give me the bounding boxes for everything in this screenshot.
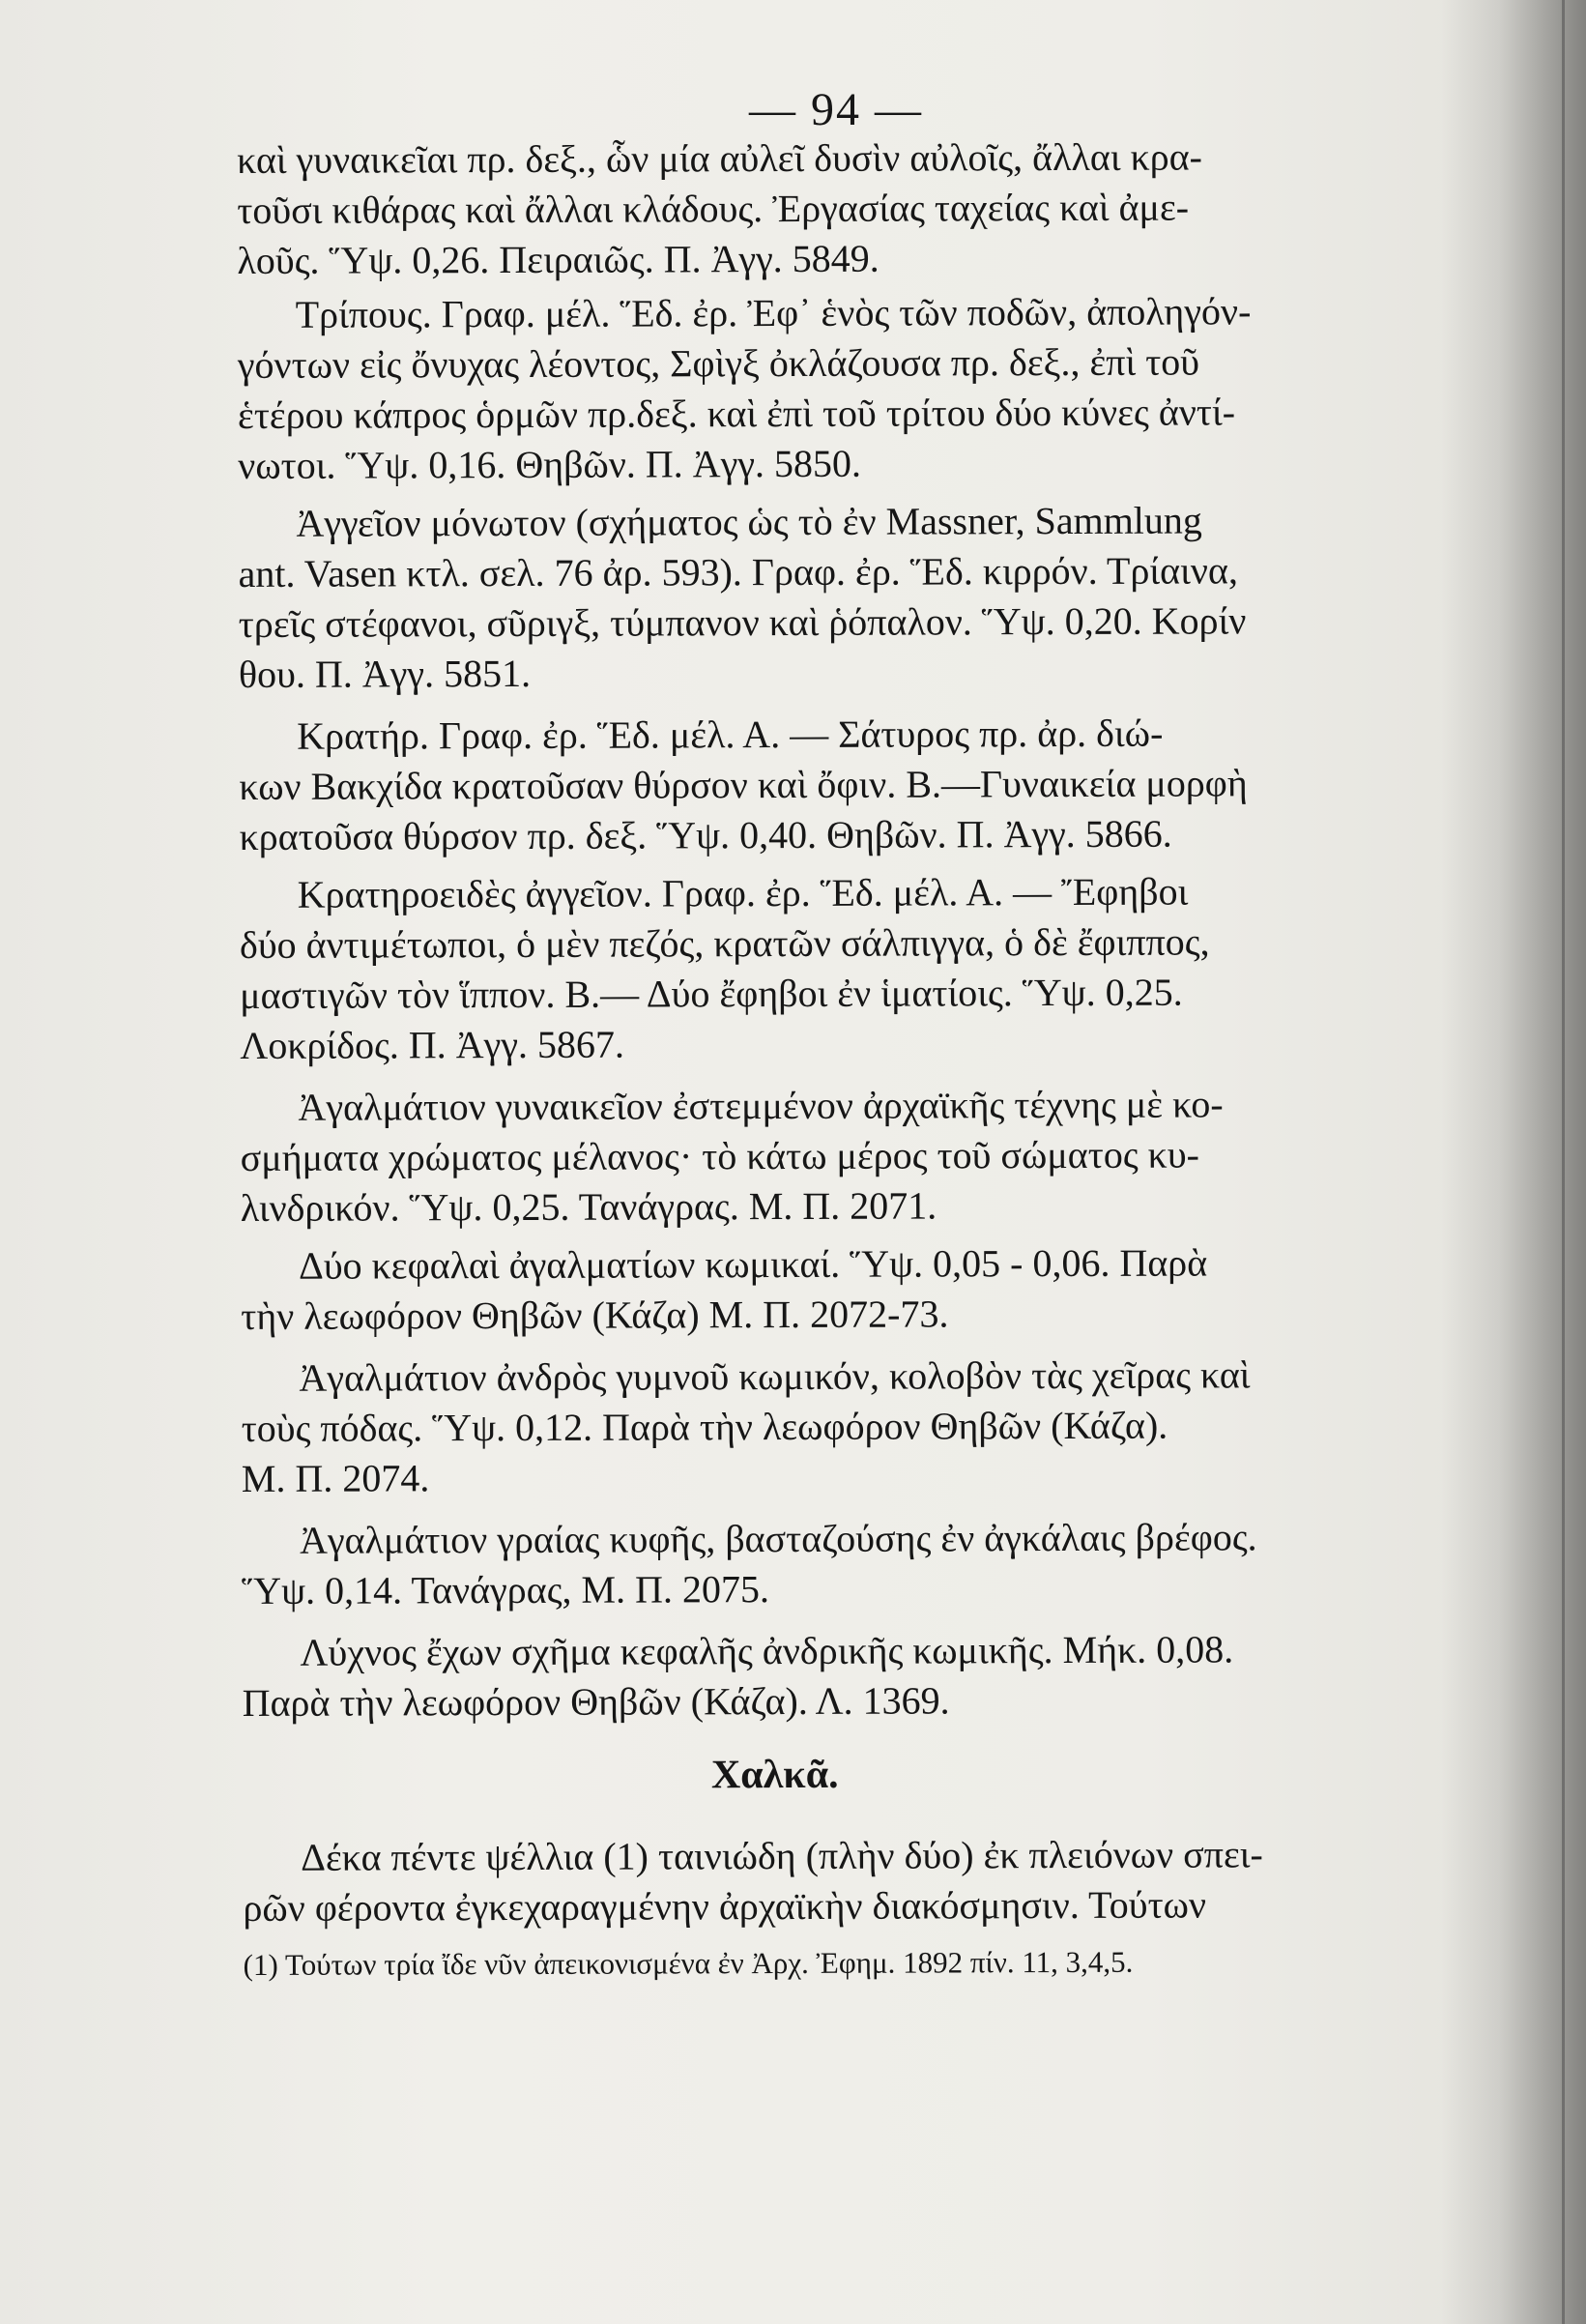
text-line: Λύχνος ἔχων σχῆμα κεφαλῆς ἀνδρικῆς κωμικῆς. Μήκ. 0,08. [300, 1627, 1234, 1674]
page-edge-line [1562, 0, 1565, 2324]
page-number: — 94 — [749, 84, 923, 135]
text-line: γόντων εἰς ὄνυχας λέοντος, Σφὶγξ ὀκλάζουσα πρ. δεξ., ἐπὶ τοῦ [237, 339, 1200, 387]
text-line: ant. Vasen κτλ. σελ. 76 ἀρ. 593). Γραφ. ἐρ. Ἕδ. κιρρόν. Τρίαινα, [238, 548, 1238, 596]
text-line: Κρατήρ. Γραφ. ἐρ. Ἕδ. μέλ. Α. — Σάτυρος πρ. ἀρ. διώ- [297, 711, 1164, 758]
text-line: κων Βακχίδα κρατοῦσαν θύρσον καὶ ὄφιν. Β.—Γυναικεία μορφὴ [239, 761, 1248, 808]
section-heading: Χαλκᾶ. [710, 1752, 839, 1798]
text-line: θου. Π. Ἀγγ. 5851. [238, 651, 532, 696]
text-line: Δέκα πέντε ψέλλια (1) ταινιώδη (πλὴν δύο) ἐκ πλειόνων σπει- [301, 1832, 1263, 1879]
text-line: καὶ γυναικεῖαι πρ. δεξ., ὧν μία αὐλεῖ δυσὶν αὐλοῖς, ἄλλαι κρα- [237, 134, 1203, 182]
text-line: τὴν λεωφόρον Θηβῶν (Κάζα) Μ. Π. 2072-73. [241, 1292, 949, 1338]
text-line: νωτοι. Ὕψ. 0,16. Θηβῶν. Π. Ἀγγ. 5850. [238, 441, 862, 487]
text-line: δύο ἀντιμέτωποι, ὁ μὲν πεζός, κρατῶν σάλπιγγα, ὁ δὲ ἔφιππος, [239, 919, 1210, 967]
text-line: Ἀγγεῖον μόνωτον (σχήματος ὡς τὸ ἐν Massner, Sammlung [296, 498, 1202, 545]
text-line: ἑτέρου κάπρος ὁρμῶν πρ.δεξ. καὶ ἐπὶ τοῦ τρίτου δύο κύνες ἀντί- [237, 390, 1236, 437]
text-line: τρεῖς στέφανοι, σῦριγξ, τύμπανον καὶ ῥόπαλον. Ὕψ. 0,20. Κορίν [238, 598, 1247, 646]
text-line: μαστιγῶν τὸν ἵππον. Β.— Δύο ἔφηβοι ἐν ἱματίοις. Ὕψ. 0,25. [240, 970, 1183, 1017]
footnote: (1) Τούτων τρία ἴδε νῦν ἀπεικονισμένα ἐν Ἀρχ. Ἐφημ. 1892 πίν. 11, 3,4,5. [243, 1944, 1134, 1982]
text-line: τοὺς πόδας. Ὕψ. 0,12. Παρὰ τὴν λεωφόρον Θηβῶν (Κάζα). [241, 1403, 1168, 1450]
text-line: ρῶν φέροντα ἐγκεχαραγμένην ἀρχαϊκὴν διακόσμησιν. Τούτων [243, 1882, 1207, 1930]
text-line: Ἀγαλμάτιον ἀνδρὸς γυμνοῦ κωμικόν, κολοβὸν τὰς χεῖρας καὶ [299, 1352, 1251, 1400]
text-line: τοῦσι κιθάρας καὶ ἄλλαι κλάδους. Ἐργασίας ταχείας καὶ ἀμε- [237, 185, 1190, 232]
text-line: Παρὰ τὴν λεωφόρον Θηβῶν (Κάζα). Λ. 1369. [242, 1678, 950, 1725]
text-line: Ὕψ. 0,14. Τανάγρας, Μ. Π. 2075. [242, 1567, 770, 1612]
text-line: λινδρικόν. Ὕψ. 0,25. Τανάγρας. Μ. Π. 2071. [240, 1183, 937, 1230]
text-line: Δύο κεφαλαὶ ἀγαλματίων κωμικαί. Ὕψ. 0,05 - 0,06. Παρὰ [299, 1240, 1208, 1288]
text-line: κρατοῦσα θύρσον πρ. δεξ. Ὕψ. 0,40. Θηβῶν. Π. Ἀγγ. 5866. [239, 811, 1172, 858]
text-line: Κρατηροειδὲς ἀγγεῖον. Γραφ. ἐρ. Ἕδ. μέλ. Α. — Ἔφηβοι [297, 869, 1189, 916]
text-line: σμήματα χρώματος μέλανος· τὸ κάτω μέρος τοῦ σώματος κυ- [240, 1132, 1199, 1179]
text-line: Ἀγαλμάτιον γυναικεῖον ἐστεμμένον ἀρχαϊκῆς τέχνης μὲ κο- [298, 1082, 1224, 1129]
text-line: Τρίπους. Γραφ. μέλ. Ἕδ. ἐρ. Ἐφ᾽ ἑνὸς τῶν ποδῶν, ἀποληγόν- [295, 289, 1252, 336]
text-line: λοῦς. Ὕψ. 0,26. Πειραιῶς. Π. Ἀγγ. 5849. [237, 236, 880, 282]
text-line: Μ. Π. 2074. [241, 1456, 430, 1500]
text-line: Λοκρίδος. Π. Ἀγγ. 5867. [240, 1022, 625, 1067]
text-line: Ἀγαλμάτιον γραίας κυφῆς, βασταζούσης ἐν ἀγκάλαις βρέφος. [299, 1515, 1257, 1562]
